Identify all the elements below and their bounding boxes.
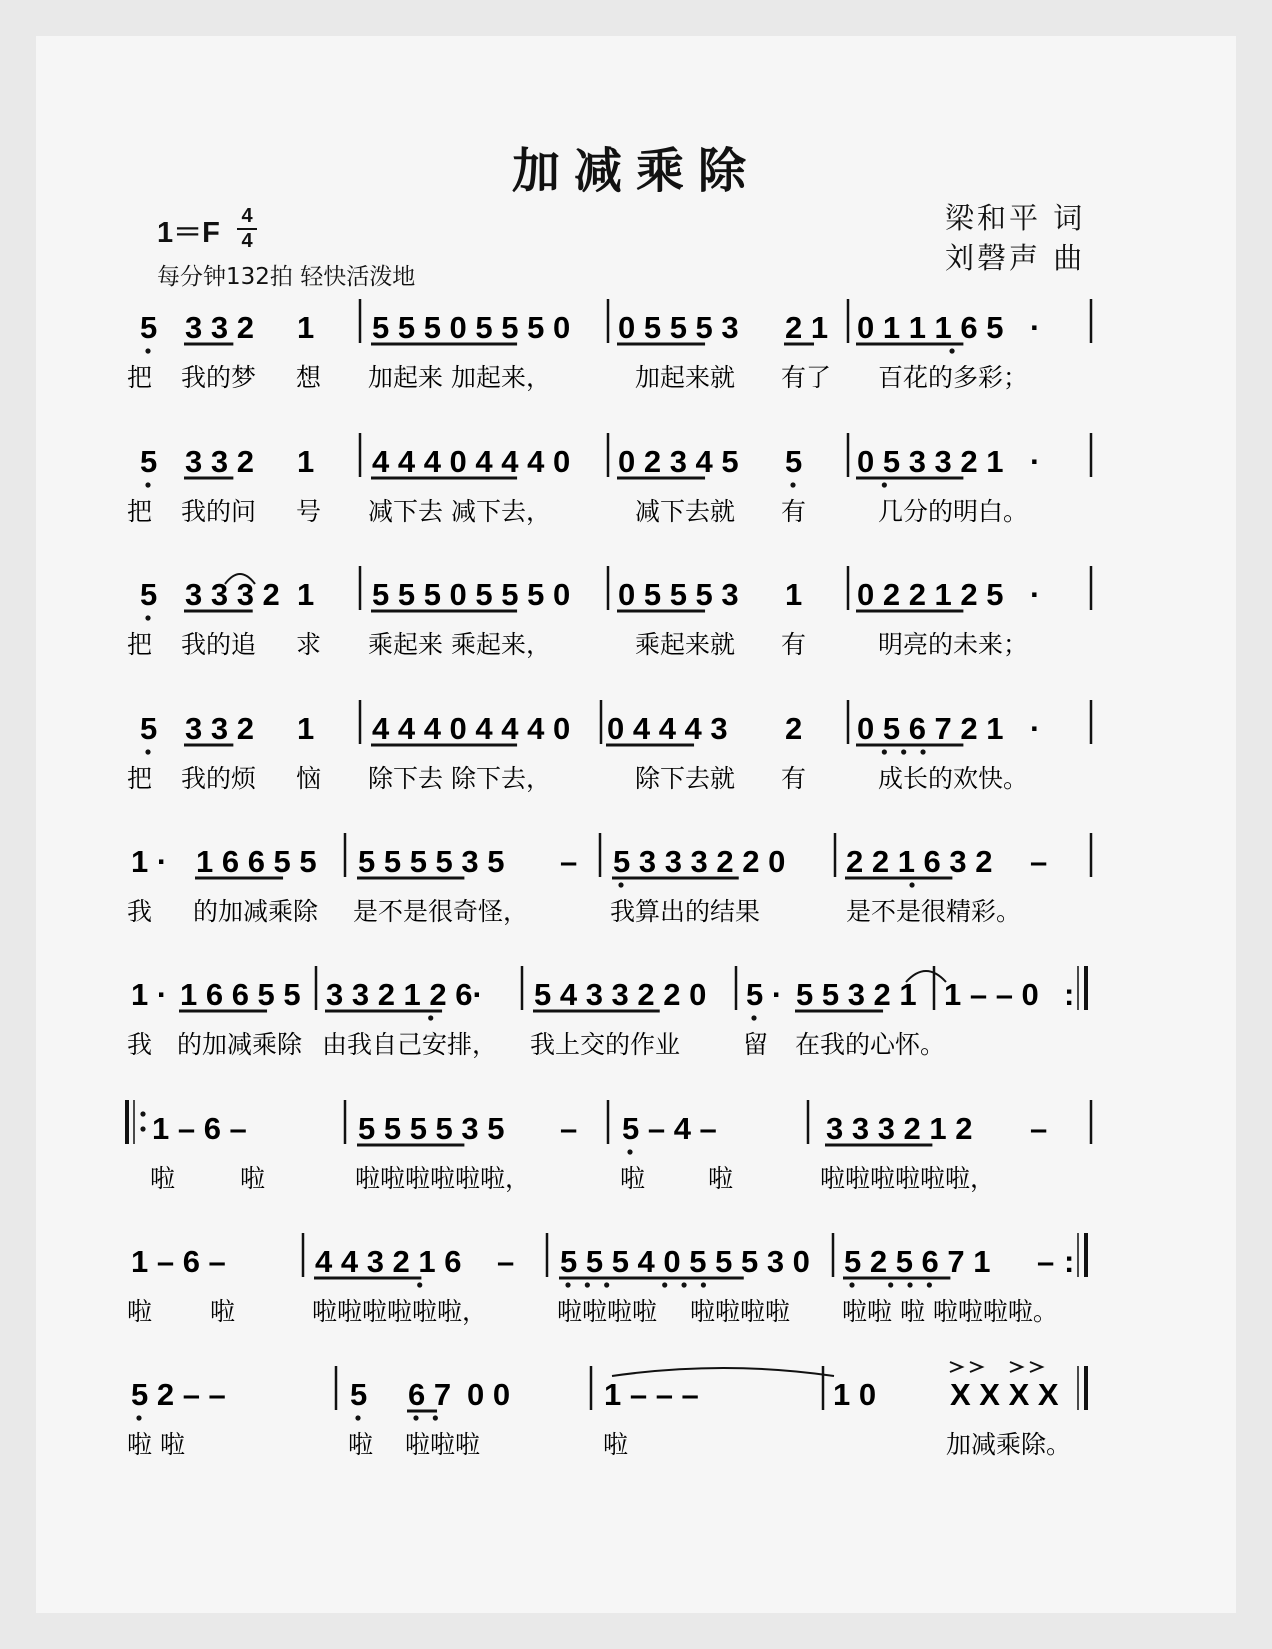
low-octave-dot bbox=[428, 1015, 433, 1020]
note-group: 1 bbox=[297, 711, 315, 746]
note-group: 5 bbox=[140, 577, 158, 612]
low-octave-dot bbox=[355, 1415, 360, 1420]
note-group: 5 5 5 5 3 5 bbox=[358, 1111, 505, 1146]
note-group: – bbox=[560, 844, 578, 879]
repeat-dot bbox=[140, 1111, 145, 1116]
lyric-text: 成长的欢快。 bbox=[878, 764, 1029, 793]
low-octave-dot bbox=[433, 1415, 438, 1420]
note-group: 0 2 2 1 2 5 bbox=[857, 577, 1004, 612]
lyric-text: 加减乘除。 bbox=[946, 1430, 1072, 1459]
note-group: 1 bbox=[785, 577, 803, 612]
low-octave-dot bbox=[417, 1282, 422, 1287]
repeat-dot bbox=[140, 1126, 145, 1131]
lyric-text: 把 bbox=[127, 497, 153, 526]
tempo-marking: 每分钟132拍 轻快活泼地 bbox=[157, 264, 416, 290]
lyric-text: 几分的明白。 bbox=[878, 497, 1029, 526]
note-group: 3 3 2 bbox=[185, 310, 254, 345]
lyric-text: 啦啦 啦 啦啦啦啦。 bbox=[842, 1297, 1058, 1326]
low-octave-dot bbox=[627, 1149, 632, 1154]
low-octave-dot bbox=[681, 1282, 686, 1287]
low-octave-dot bbox=[882, 482, 887, 487]
lyric-text: 啦啦啦啦 bbox=[557, 1297, 658, 1326]
low-octave-dot bbox=[145, 482, 150, 487]
low-octave-dot bbox=[565, 1282, 570, 1287]
accent-mark bbox=[1030, 1362, 1042, 1372]
lyric-text: 有 bbox=[781, 497, 807, 526]
lyric-text: 啦啦啦啦啦啦， bbox=[820, 1164, 996, 1193]
note-group: 6 7 bbox=[408, 1377, 452, 1412]
note-group: 1 0 bbox=[833, 1377, 877, 1412]
key-signature: 1＝F bbox=[157, 217, 220, 249]
lyric-text: 我的梦 bbox=[181, 363, 257, 392]
note-group: 5 2 5 6 7 1 bbox=[844, 1244, 991, 1279]
lyric-text: 有 bbox=[781, 764, 807, 793]
low-octave-dot bbox=[136, 1415, 141, 1420]
note-group: – bbox=[1030, 1111, 1048, 1146]
lyric-text: 把 bbox=[127, 363, 153, 392]
note-group: 5 – 4 – bbox=[622, 1111, 717, 1146]
note-group: 0 5 6 7 2 1 bbox=[857, 711, 1004, 746]
note-group: 4 4 4 0 4 4 4 0 bbox=[372, 711, 571, 746]
low-octave-dot bbox=[927, 1282, 932, 1287]
low-octave-dot bbox=[604, 1282, 609, 1287]
lyric-text: 啦 bbox=[348, 1430, 374, 1459]
note-group: 1 bbox=[297, 310, 315, 345]
lyric-text: 留 bbox=[743, 1030, 769, 1059]
note-group: X X X X bbox=[950, 1377, 1059, 1412]
composer-credit: 刘磬声 曲 bbox=[945, 241, 1086, 275]
low-octave-dot bbox=[585, 1282, 590, 1287]
note-group: 2 2 1 6 3 2 bbox=[846, 844, 993, 879]
lyric-text: 我 bbox=[127, 1030, 153, 1059]
note-group: 0 5 5 5 3 bbox=[618, 577, 739, 612]
lyric-text: 乘起来 乘起来， bbox=[368, 630, 551, 659]
lyric-text: 由我自己安排， bbox=[322, 1030, 498, 1059]
lyric-text: 啦 bbox=[603, 1430, 629, 1459]
note-group: – bbox=[1037, 1244, 1055, 1279]
note-group: – bbox=[1030, 844, 1048, 879]
note-group: 0 5 5 5 3 bbox=[618, 310, 739, 345]
note-group: 1 bbox=[297, 444, 315, 479]
lyric-text: 啦 bbox=[150, 1164, 176, 1193]
note-group: : bbox=[1064, 1244, 1075, 1279]
note-group: – bbox=[497, 1244, 515, 1279]
note-group: 2 bbox=[785, 711, 803, 746]
lyric-text: 啦啦啦啦啦啦， bbox=[312, 1297, 488, 1326]
low-octave-dot bbox=[909, 882, 914, 887]
lyric-text: 啦 bbox=[240, 1164, 266, 1193]
time-signature-top: 4 bbox=[241, 205, 253, 227]
low-octave-dot bbox=[907, 1282, 912, 1287]
note-group: 5 3 3 3 2 2 0 bbox=[613, 844, 786, 879]
lyric-text: 我算出的结果 bbox=[610, 897, 761, 926]
lyric-text: 我上交的作业 bbox=[530, 1030, 681, 1059]
note-group: 1 · bbox=[131, 844, 168, 879]
note-group: · bbox=[1030, 444, 1041, 479]
note-group: 0 4 4 4 3 bbox=[607, 711, 728, 746]
lyric-text: 减下去 减下去， bbox=[368, 497, 551, 526]
low-octave-dot bbox=[413, 1415, 418, 1420]
tie-arc bbox=[612, 1368, 834, 1376]
lyric-text: 有 bbox=[781, 630, 807, 659]
note-group: 5 2 – – bbox=[131, 1377, 226, 1412]
low-octave-dot bbox=[145, 749, 150, 754]
low-octave-dot bbox=[920, 749, 925, 754]
lyric-text: 啦 bbox=[620, 1164, 646, 1193]
note-group: : bbox=[1064, 977, 1075, 1012]
lyric-text: 求 bbox=[296, 630, 322, 659]
note-group: 0 5 3 3 2 1 bbox=[857, 444, 1004, 479]
note-group: 1 – – – bbox=[604, 1377, 699, 1412]
note-group: 5 bbox=[350, 1377, 368, 1412]
note-group: · bbox=[1030, 711, 1041, 746]
note-group: 3 3 2 bbox=[185, 711, 254, 746]
note-group: 5 5 5 5 3 5 bbox=[358, 844, 505, 879]
lyric-text: 有了 bbox=[781, 363, 832, 392]
note-group: 1 – – 0 bbox=[944, 977, 1039, 1012]
note-group: · bbox=[1030, 310, 1041, 345]
note-group: 1 6 6 5 5 bbox=[180, 977, 301, 1012]
lyric-text: 减下去就 bbox=[635, 497, 736, 526]
note-group: 1 – 6 – bbox=[152, 1111, 247, 1146]
note-group: 0 0 bbox=[467, 1377, 511, 1412]
low-octave-dot bbox=[790, 482, 795, 487]
time-signature-bottom: 4 bbox=[241, 230, 253, 252]
lyric-text: 百花的多彩； bbox=[878, 363, 1029, 392]
note-group: 5 bbox=[785, 444, 803, 479]
note-group: 5 5 5 0 5 5 5 0 bbox=[372, 310, 571, 345]
note-group: 1 bbox=[297, 577, 315, 612]
low-octave-dot bbox=[662, 1282, 667, 1287]
note-group: 4 4 4 0 4 4 4 0 bbox=[372, 444, 571, 479]
lyric-text: 是不是很奇怪， bbox=[353, 897, 529, 926]
low-octave-dot bbox=[751, 1015, 756, 1020]
lyric-text: 除下去 除下去， bbox=[368, 764, 551, 793]
lyric-text: 啦啦啦啦啦啦， bbox=[355, 1164, 531, 1193]
lyric-text: 啦啦啦啦 bbox=[690, 1297, 791, 1326]
note-group: 5 5 5 0 5 5 5 0 bbox=[372, 577, 571, 612]
lyric-text: 号 bbox=[296, 497, 322, 526]
lyric-text: 我的追 bbox=[181, 630, 257, 659]
note-group: 5 bbox=[140, 310, 158, 345]
lyric-text: 啦啦啦 bbox=[405, 1430, 481, 1459]
lyric-text: 我的烦 bbox=[181, 764, 257, 793]
lyric-text: 乘起来就 bbox=[635, 630, 736, 659]
low-octave-dot bbox=[888, 1282, 893, 1287]
accent-mark bbox=[950, 1362, 962, 1372]
note-group: 1 · bbox=[131, 977, 168, 1012]
note-group: 5 bbox=[140, 444, 158, 479]
note-group: 5 5 5 4 0 5 5 5 3 0 bbox=[560, 1244, 810, 1279]
lyric-text: 把 bbox=[127, 630, 153, 659]
note-group: – bbox=[560, 1111, 578, 1146]
note-group: 5 5 3 2 1 bbox=[796, 977, 917, 1012]
low-octave-dot bbox=[849, 1282, 854, 1287]
note-group: 5 · bbox=[746, 977, 783, 1012]
lyric-text: 的加减乘除 bbox=[193, 897, 319, 926]
low-octave-dot bbox=[145, 348, 150, 353]
low-octave-dot bbox=[145, 615, 150, 620]
lyric-text: 在我的心怀。 bbox=[795, 1030, 946, 1059]
low-octave-dot bbox=[901, 749, 906, 754]
lyric-text: 啦 bbox=[127, 1297, 153, 1326]
lyric-text: 把 bbox=[127, 764, 153, 793]
note-group: 0 2 3 4 5 bbox=[618, 444, 739, 479]
lyric-text: 啦 bbox=[210, 1297, 236, 1326]
lyric-text: 我 bbox=[127, 897, 153, 926]
note-group: 5 bbox=[140, 711, 158, 746]
lyric-text: 除下去就 bbox=[635, 764, 736, 793]
note-group: · bbox=[1030, 577, 1041, 612]
lyric-text: 是不是很精彩。 bbox=[846, 897, 1022, 926]
lyric-text: 加起来 加起来， bbox=[368, 363, 551, 392]
lyric-text: 我的问 bbox=[181, 497, 257, 526]
low-octave-dot bbox=[618, 882, 623, 887]
lyric-text: 明亮的未来； bbox=[878, 630, 1029, 659]
lyric-text: 的加减乘除 bbox=[177, 1030, 303, 1059]
note-group: 3 3 2 bbox=[185, 444, 254, 479]
note-group: 4 4 3 2 1 6 bbox=[315, 1244, 462, 1279]
lyric-text: 啦 啦 bbox=[127, 1430, 185, 1459]
lyric-text: 啦 bbox=[708, 1164, 734, 1193]
low-octave-dot bbox=[701, 1282, 706, 1287]
lyric-text: 加起来就 bbox=[635, 363, 736, 392]
note-group: 5 4 3 3 2 2 0 bbox=[534, 977, 707, 1012]
accent-mark bbox=[970, 1362, 982, 1372]
note-group: 3 3 2 1 2 6· bbox=[326, 977, 483, 1012]
note-group: 1 – 6 – bbox=[131, 1244, 226, 1279]
lyric-text: 恼 bbox=[296, 764, 322, 793]
low-octave-dot bbox=[882, 749, 887, 754]
note-group: 3 3 3 2 bbox=[185, 577, 280, 612]
note-group: 3 3 3 2 1 2 bbox=[826, 1111, 973, 1146]
note-group: 2 1 bbox=[785, 310, 829, 345]
low-octave-dot bbox=[949, 348, 954, 353]
lyricist-credit: 梁和平 词 bbox=[945, 201, 1086, 235]
song-title: 加减乘除 bbox=[511, 143, 760, 199]
accent-mark bbox=[1010, 1362, 1022, 1372]
note-group: 1 6 6 5 5 bbox=[196, 844, 317, 879]
note-group: 0 1 1 1 6 5 bbox=[857, 310, 1004, 345]
lyric-text: 想 bbox=[296, 363, 322, 392]
